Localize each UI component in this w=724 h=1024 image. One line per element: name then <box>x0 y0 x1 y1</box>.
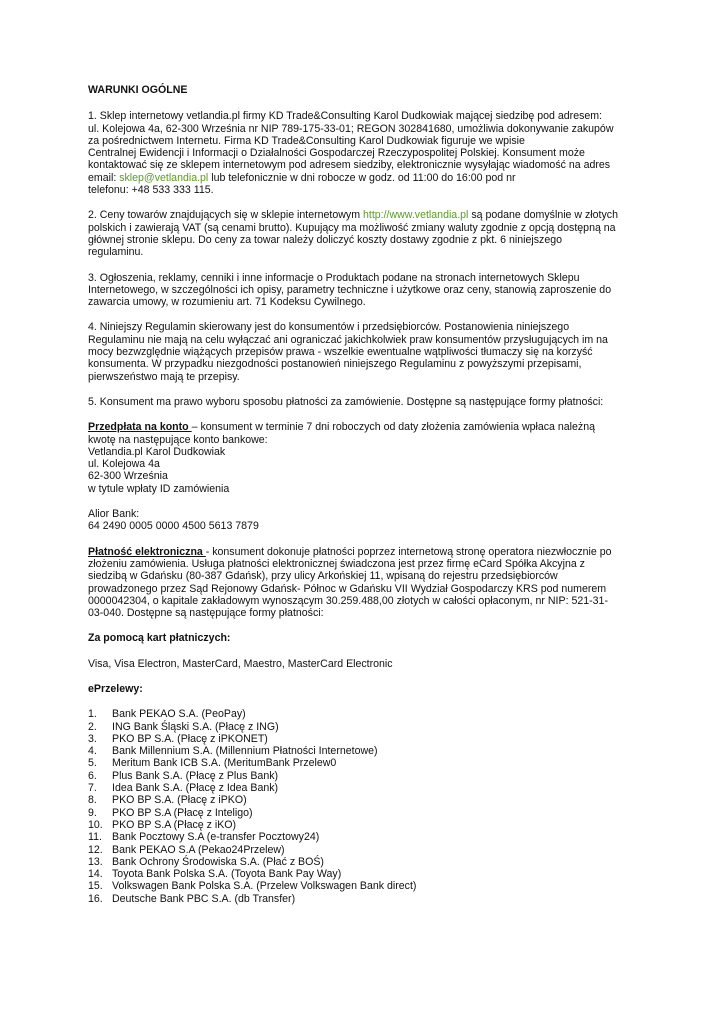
url-suffix: są podane domyślnie w złotych <box>468 209 618 222</box>
url-prefix: 2. Ceny towarów znajdujących się w sklepie internetowym <box>88 209 363 222</box>
bank-list-item <box>88 880 648 892</box>
bank-item-label: PKO BP S.A (Płacę z Inteligo) <box>112 806 253 819</box>
clause-4-line: 4. Niniejszy Regulamin skierowany jest do konsumentów i przedsiębiorców. Postanowienia niniejszego <box>88 321 570 334</box>
clause-4-line: konsumenta. W przypadku niezgodności postanowień niniejszego Regulaminu z powyższymi przepisami, <box>88 358 582 371</box>
account-street: ul. Kolejowa 4a <box>88 458 160 471</box>
bank-item-label: Bank Millennium S.A. (Millennium Płatności Internetowe) <box>112 745 378 758</box>
bank-item-label: ING Bank Śląski S.A. (Płacę z ING) <box>112 720 279 733</box>
bank-item-label: Meritum Bank ICB S.A. (MeritumBank Przelew0 <box>112 757 337 770</box>
epayment-line: prowadzonego przez Sąd Rejonowy Gdańsk- Północ w Gdańsku VII Wydział Gospodarczy KRS pod numerem <box>88 582 607 595</box>
account-number: 64 2490 0005 0000 4500 5613 7879 <box>88 520 259 533</box>
clause-4-line: Regulaminu nie mają na celu wyłączać ani ograniczać jakichkolwiek praw konsumentów przysługujących im na <box>88 333 608 346</box>
clause-5: 5. Konsument ma prawo wyboru sposobu płatności za zamówienie. Dostępne są następujące formy płatności: <box>88 395 604 408</box>
bank-list-item <box>88 831 648 843</box>
prepayment-text: – konsument w terminie 7 dni roboczych od daty złożenia zamówienia wpłaca należną <box>191 421 595 434</box>
bank-item-label: Volkswagen Bank Polska S.A. (Przelew Volkswagen Bank direct) <box>112 880 417 893</box>
bank-item-number: 13. <box>88 855 103 868</box>
bank-item-label: PKO BP S.A (Płacę z iKO) <box>112 818 237 831</box>
bank-item-number: 12. <box>88 843 103 856</box>
clause-1 <box>88 110 648 196</box>
bank-item-number: 16. <box>88 892 103 905</box>
clause-3-line: Internetowego, w szczególności ich opisy, parametry techniczne i użytkowe oraz ceny, stanowią zaproszenie do <box>88 283 612 296</box>
bank-list-item <box>88 770 648 782</box>
shop-url-link[interactable]: http://www.vetlandia.pl <box>362 209 469 222</box>
bank-item-label: Plus Bank S.A. (Płacę z Plus Bank) <box>112 769 279 782</box>
clause-1-line: 1. Sklep internetowy vetlandia.pl firmy KD Trade&Consulting Karol Dudkowiak mającej siedzibę pod adresem: <box>88 110 603 123</box>
prepayment-intro <box>88 421 648 433</box>
epayment-text: - konsument dokonuje płatności poprzez internetową stronę operatora niezwłocznie po <box>205 545 612 558</box>
bank-list-item <box>88 893 648 905</box>
bank-item-label: Bank Ochrony Środowiska S.A. (Płać z BOŚ) <box>112 855 324 868</box>
clause-1-email-line <box>88 172 648 184</box>
bank-item-label: Toyota Bank Polska S.A. (Toyota Bank Pay Way) <box>112 868 342 881</box>
bank-list-item <box>88 819 648 831</box>
bank-item-label: PKO BP S.A. (Płacę z iPKO) <box>112 794 247 807</box>
bank-item-label: Deutsche Bank PBC S.A. (db Transfer) <box>112 892 296 905</box>
transfer-title-note: w tytule wpłaty ID zamówienia <box>88 482 230 495</box>
clause-3-line: 3. Ogłoszenia, reklamy, cenniki i inne informacje o Produktach podane na stronach internetowych Sklepu <box>88 271 580 284</box>
bank-list-item <box>88 856 648 868</box>
account-city: 62-300 Września <box>88 470 168 483</box>
account-holder: Vetlandia.pl Karol Dudkowiak <box>88 445 226 458</box>
bank-item-label: Bank PEKAO S.A (Pekao24Przelew) <box>112 843 285 856</box>
bank-list-item <box>88 782 648 794</box>
document-title: WARUNKI OGÓLNE <box>88 84 188 96</box>
bank-item-number: 3. <box>88 732 97 745</box>
bank-item-label: Bank PEKAO S.A. (PeoPay) <box>112 708 246 721</box>
epayment-line: 0000042304, o kapitale zakładowym wynoszącym 30.259.488,00 złotych w całości opłaconym, nr NIP: 521-31- <box>88 594 608 607</box>
eprzelewy-heading: ePrzelewy: <box>88 682 143 695</box>
clause-1-line: Centralnej Ewidencji i Informacji o Działalności Gospodarczej Rzeczypospolitej Polskiej. Konsument może <box>88 147 585 160</box>
clause-2-url-line <box>88 209 648 221</box>
bank-name: Alior Bank: <box>88 508 140 521</box>
bank-item-label: PKO BP S.A. (Płacę z iPKONET) <box>112 732 268 745</box>
epayment-line: złożeniu zamówienia. Usługa płatności elektronicznej świadczona jest przez firmę eCard Spółka Akcyjna z <box>88 557 585 570</box>
bank-item-number: 11. <box>88 831 102 844</box>
bank-item-label: Idea Bank S.A. (Płacę z Idea Bank) <box>112 782 279 795</box>
phone-line: telefonu: +48 533 333 115. <box>88 184 214 197</box>
bank-item-number: 9. <box>88 806 97 819</box>
epayment-line: siedzibą w Gdańsku (80-387 Gdańsk), przy ulicy Arkońskiej 11, wpisaną do rejestru przedsiębiorców <box>88 570 558 583</box>
bank-list-item <box>88 745 648 757</box>
bank-list-item <box>88 807 648 819</box>
epayment-section <box>88 546 648 620</box>
epayment-line: 03-040. Dostępne są następujące formy płatności: <box>88 607 324 620</box>
bank-item-number: 1. <box>88 708 97 721</box>
bank-item-number: 2. <box>88 720 97 733</box>
bank-item-number: 6. <box>88 769 97 782</box>
bank-item-number: 14. <box>88 868 103 881</box>
bank-list-item <box>88 868 648 880</box>
email-suffix: lub telefonicznie w dni robocze w godz. od 11:00 do 16:00 pod nr <box>208 171 516 184</box>
bank-item-number: 7. <box>88 782 97 795</box>
email-link[interactable]: sklep@vetlandia.pl <box>119 171 209 184</box>
epayment-intro <box>88 546 648 558</box>
clause-1-line: kontaktować się ze sklepem internetowym pod adresem siedziby, elektronicznie wysyłając wiadomość na adres <box>88 159 611 172</box>
cards-list: Visa, Visa Electron, MasterCard, Maestro, MasterCard Electronic <box>88 657 393 670</box>
bank-list <box>88 708 648 905</box>
bank-item-number: 8. <box>88 794 97 807</box>
clause-3-line: zawarcia umowy, w rozumieniu art. 71 Kodeksu Cywilnego. <box>88 296 366 309</box>
prepayment-section <box>88 421 648 532</box>
bank-list-item <box>88 844 648 856</box>
bank-list-item <box>88 721 648 733</box>
prepayment-heading: Przedpłata na konto <box>88 421 192 434</box>
bank-item-number: 4. <box>88 745 97 758</box>
clause-1-line: ul. Kolejowa 4a, 62-300 Września nr NIP 789-175-33-01; REGON 302841680, umożliwia dokonywanie zakupów <box>88 122 614 135</box>
clause-2-line: polskich i zawierają VAT (są cenami brutto). Kupujący ma możliwość zmiany waluty zgodnie z opcją dostępną na <box>88 221 616 234</box>
bank-list-item <box>88 708 648 720</box>
clause-3 <box>88 272 648 309</box>
bank-list-item <box>88 757 648 769</box>
clause-1-line: za pośrednictwem Internetu. Firma KD Trade&Consulting Karol Dudkowiak figuruje we wpisie <box>88 134 525 147</box>
bank-item-label: Bank Pocztowy S.A (e-transfer Pocztowy24) <box>112 831 320 844</box>
bank-item-number: 15. <box>88 880 103 893</box>
clause-4-line: pierwszeństwo mają te przepisy. <box>88 370 240 383</box>
epayment-heading: Płatność elektroniczna <box>88 545 206 558</box>
terms-document <box>88 84 648 905</box>
clause-4-line: mocy bezwzględnie wiążących przepisów prawa - wszelkie ewentualne wątpliwości tłumaczy się na korzyść <box>88 346 593 359</box>
clause-2 <box>88 209 648 258</box>
clause-2-line: głównej stronie sklepu. Do ceny za towar należy doliczyć koszty dostawy zgodnie z pkt. 6 niniejszego <box>88 233 563 246</box>
clause-4 <box>88 321 648 382</box>
cards-heading: Za pomocą kart płatniczych: <box>88 632 231 645</box>
bank-list-item <box>88 794 648 806</box>
bank-item-number: 5. <box>88 757 97 770</box>
prepayment-line: kwotę na następujące konto bankowe: <box>88 433 268 446</box>
bank-item-number: 10. <box>88 818 103 831</box>
clause-2-line: regulaminu. <box>88 246 144 259</box>
email-prefix: email: <box>88 171 120 184</box>
bank-list-item <box>88 733 648 745</box>
